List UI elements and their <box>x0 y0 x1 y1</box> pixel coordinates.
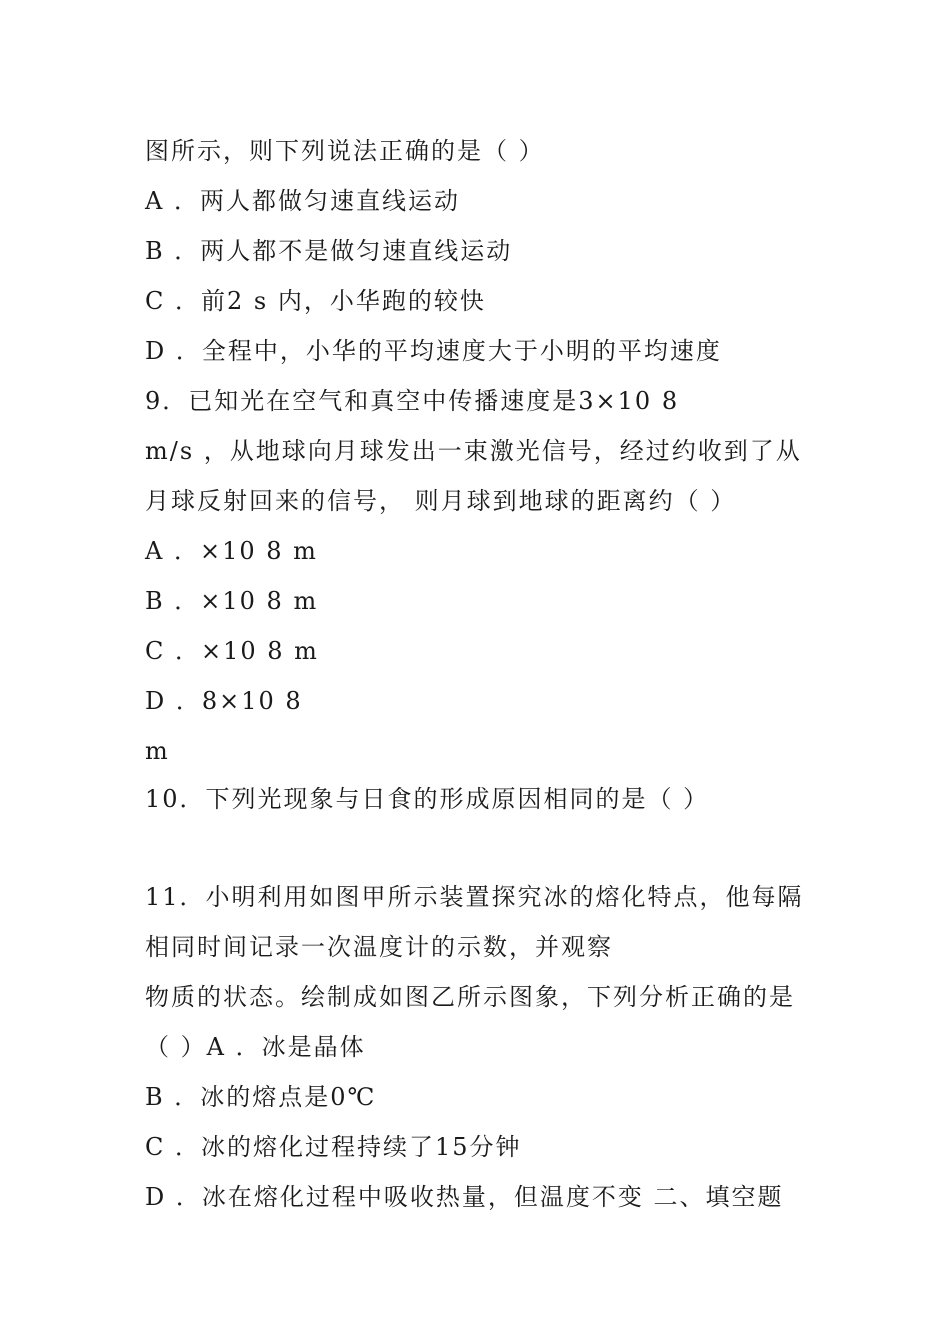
q8-option-c: C ．前2 s 内，小华跑的较快 <box>145 287 486 315</box>
q11-option-b: B ．冰的熔点是0℃ <box>145 1083 377 1111</box>
q9-stem-line-2: m/s ，从地球向月球发出一束激光信号，经过约收到了从 <box>145 437 802 465</box>
q11-option-d: D ．冰在熔化过程中吸收热量，但温度不变 二、填空题 <box>145 1183 784 1211</box>
q9-option-a: A ．×10 8 m <box>145 537 318 565</box>
q11-stem-line-2: 相同时间记录一次温度计的示数，并观察 <box>145 933 613 961</box>
q11-option-c: C ．冰的熔化过程持续了15分钟 <box>145 1133 522 1161</box>
q8-stem-continued: 图所示，则下列说法正确的是（ ） <box>145 137 545 165</box>
q9-option-d: D ．8×10 8 <box>145 687 303 715</box>
q8-option-a: A ．两人都做匀速直线运动 <box>145 187 460 215</box>
q10-stem: 10．下列光现象与日食的形成原因相同的是（ ） <box>145 785 710 813</box>
q9-stem-line-3: 月球反射回来的信号， 则月球到地球的距离约（ ） <box>145 487 737 515</box>
q8-option-b: B ．两人都不是做匀速直线运动 <box>145 237 513 265</box>
q9-option-b: B ．×10 8 m <box>145 587 319 615</box>
q9-option-c: C ．×10 8 m <box>145 637 319 665</box>
q11-option-a: （ ）A ．冰是晶体 <box>145 1033 366 1061</box>
q11-stem-line-1: 11．小明利用如图甲所示装置探究冰的熔化特点，他每隔 <box>145 883 804 911</box>
q9-stem-line-1: 9．已知光在空气和真空中传播速度是3×10 8 <box>145 387 680 415</box>
q9-option-d-unit: m <box>145 737 170 765</box>
q11-stem-line-3: 物质的状态。绘制成如图乙所示图象，下列分析正确的是 <box>145 983 795 1011</box>
q8-option-d: D ．全程中，小华的平均速度大于小明的平均速度 <box>145 337 722 365</box>
